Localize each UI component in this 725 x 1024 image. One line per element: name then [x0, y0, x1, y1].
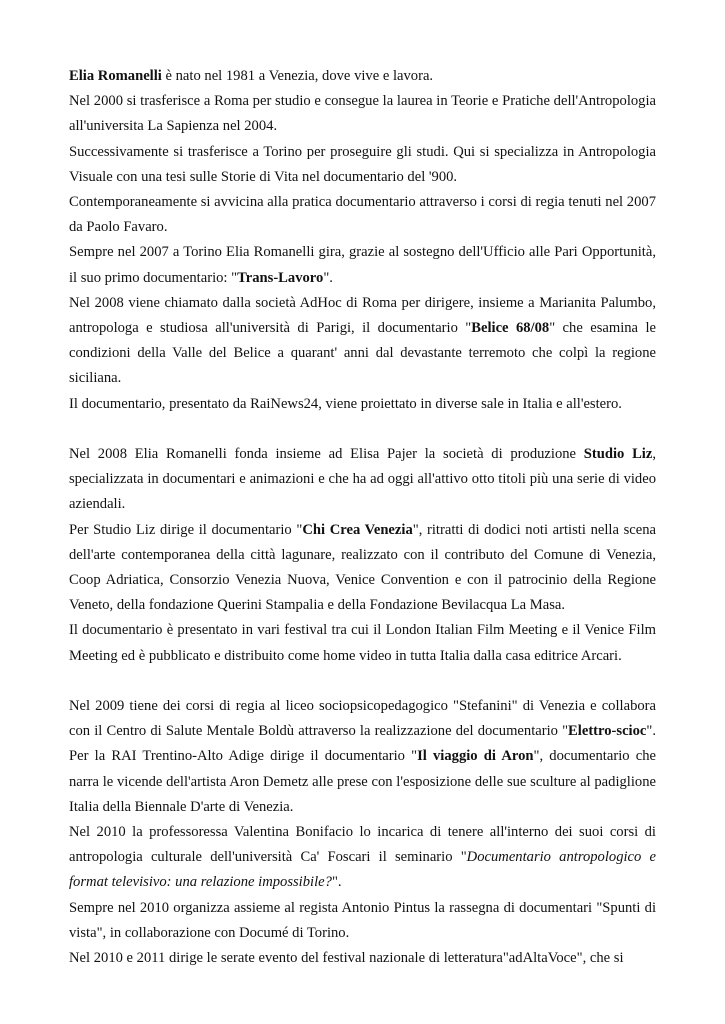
bold-title: Il viaggio di Aron — [417, 748, 534, 765]
paragraph — [69, 392, 656, 417]
paragraph-spacer — [69, 417, 656, 442]
paragraph — [69, 896, 656, 946]
paragraph-spacer — [69, 669, 656, 694]
bold-title: Trans-Lavoro — [237, 269, 324, 286]
paragraph — [69, 946, 656, 971]
paragraph — [69, 240, 656, 290]
text-run: " che esamina le condizioni della Valle del Belice a quarant' anni dal devastante terremoto che colpì la regione siciliana. — [69, 320, 656, 387]
paragraph — [69, 618, 656, 668]
text-run: Nel 2010 la professoressa Valentina Bonifacio lo incarica di tenere all'interno dei suoi corsi di antropologia culturale dell'università Ca' Foscari il seminario " — [69, 824, 656, 866]
bold-title: Elettro-scioc — [568, 723, 647, 740]
bold-title: Studio Liz — [583, 446, 653, 463]
text-run: ". — [323, 269, 333, 286]
text-run: Il documentario è presentato in vari festival tra cui il London Italian Film Meeting e il Venice Film Meeting ed è pubblicato e distribuito come home video in tutta Italia dalla casa editrice Arcari. — [69, 622, 656, 664]
text-run: Nel 2008 viene chiamato dalla società AdHoc di Roma per dirigere, insieme a Marianita Palumbo, antropologa e studiosa all'università di Parigi, il documentario " — [69, 294, 656, 337]
text-run: Per Studio Liz dirige il documentario " — [69, 521, 303, 538]
text-run: Sempre nel 2010 organizza assieme al regista Antonio Pintus la rassegna di documentari "Spunti di vista", in collaborazione con Documé di Torino. — [69, 899, 656, 941]
text-run: Nel 2000 si trasferisce a Roma per studio e consegue la laurea in Teorie e Pratiche dell'Antropologia all'universita La Sapienza nel 2004. — [69, 93, 656, 135]
text-run: ". — [331, 874, 342, 891]
bold-title: Belice 68/08 — [471, 320, 550, 337]
text-run: Successivamente si trasferisce a Torino per proseguire gli studi. Qui si specializza in Antropologia Visuale con una tesi sulle Storie di Vita nel documentario del '900. — [69, 143, 656, 185]
paragraph — [69, 64, 656, 89]
text-run: ", documentario che narra le vicende dell'artista Aron Demetz alle prese con l'esposizione delle sue sculture al padiglione Italia della Biennale D'arte di Venezia. — [69, 748, 656, 815]
italic-title: Documentario antropologico e format televisivo: una relazione impossibile? — [69, 849, 657, 891]
paragraph — [69, 291, 656, 392]
text-run: Nel 2009 tiene dei corsi di regia al liceo sociopsicopedagogico "Stefanini" di Venezia e collabora con il Centro di Salute Mentale Boldù attraverso la realizzazione del documentario " — [69, 698, 656, 740]
bold-title: Chi Crea Venezia — [302, 521, 413, 538]
text-run: Contemporaneamente si avvicina alla pratica documentario attraverso i corsi di regia tenuti nel 2007 da Paolo Favaro. — [69, 194, 656, 236]
paragraph — [69, 694, 656, 820]
paragraph — [69, 820, 656, 896]
paragraph — [69, 140, 656, 190]
paragraph — [69, 518, 656, 619]
text-run: è nato nel 1981 a Venezia, dove vive e lavora. — [161, 68, 434, 84]
text-run: ", ritratti di dodici noti artisti nella scena dell'arte contemporanea della città lagunare, realizzato con il contributo del Comune di Venezia, Coop Adriatica, Consorzio Venezia Nuova, Venice Convention e con il patrocinio della Regione Veneto, della fondazione Querini Stampalia e della Fondazione Bevilacqua La Masa. — [69, 521, 656, 614]
paragraph — [69, 442, 656, 518]
text-run: Sempre nel 2007 a Torino Elia Romanelli gira, grazie al sostegno dell'Ufficio alle Pari Opportunità, il suo primo documentario: " — [69, 244, 656, 286]
text-run: Nel 2010 e 2011 dirige le serate evento del festival nazionale di letteratura"adAltaVoce", che si — [69, 950, 624, 967]
text-run: Nel 2008 Elia Romanelli fonda insieme ad Elisa Pajer la società di produzione — [69, 446, 584, 463]
paragraph — [69, 89, 656, 139]
document-page — [69, 64, 656, 971]
bold-title: Elia Romanelli — [69, 68, 162, 84]
text-run: Il documentario, presentato da RaiNews24, viene proiettato in diverse sale in Italia e all'estero. — [69, 395, 622, 412]
text-run: , specializzata in documentari e animazioni e che ha ad oggi all'attivo otto titoli più una serie di video aziendali. — [69, 446, 656, 513]
paragraph — [69, 190, 656, 240]
text-run: ". Per la RAI Trentino-Alto Adige dirige il documentario " — [69, 723, 656, 765]
